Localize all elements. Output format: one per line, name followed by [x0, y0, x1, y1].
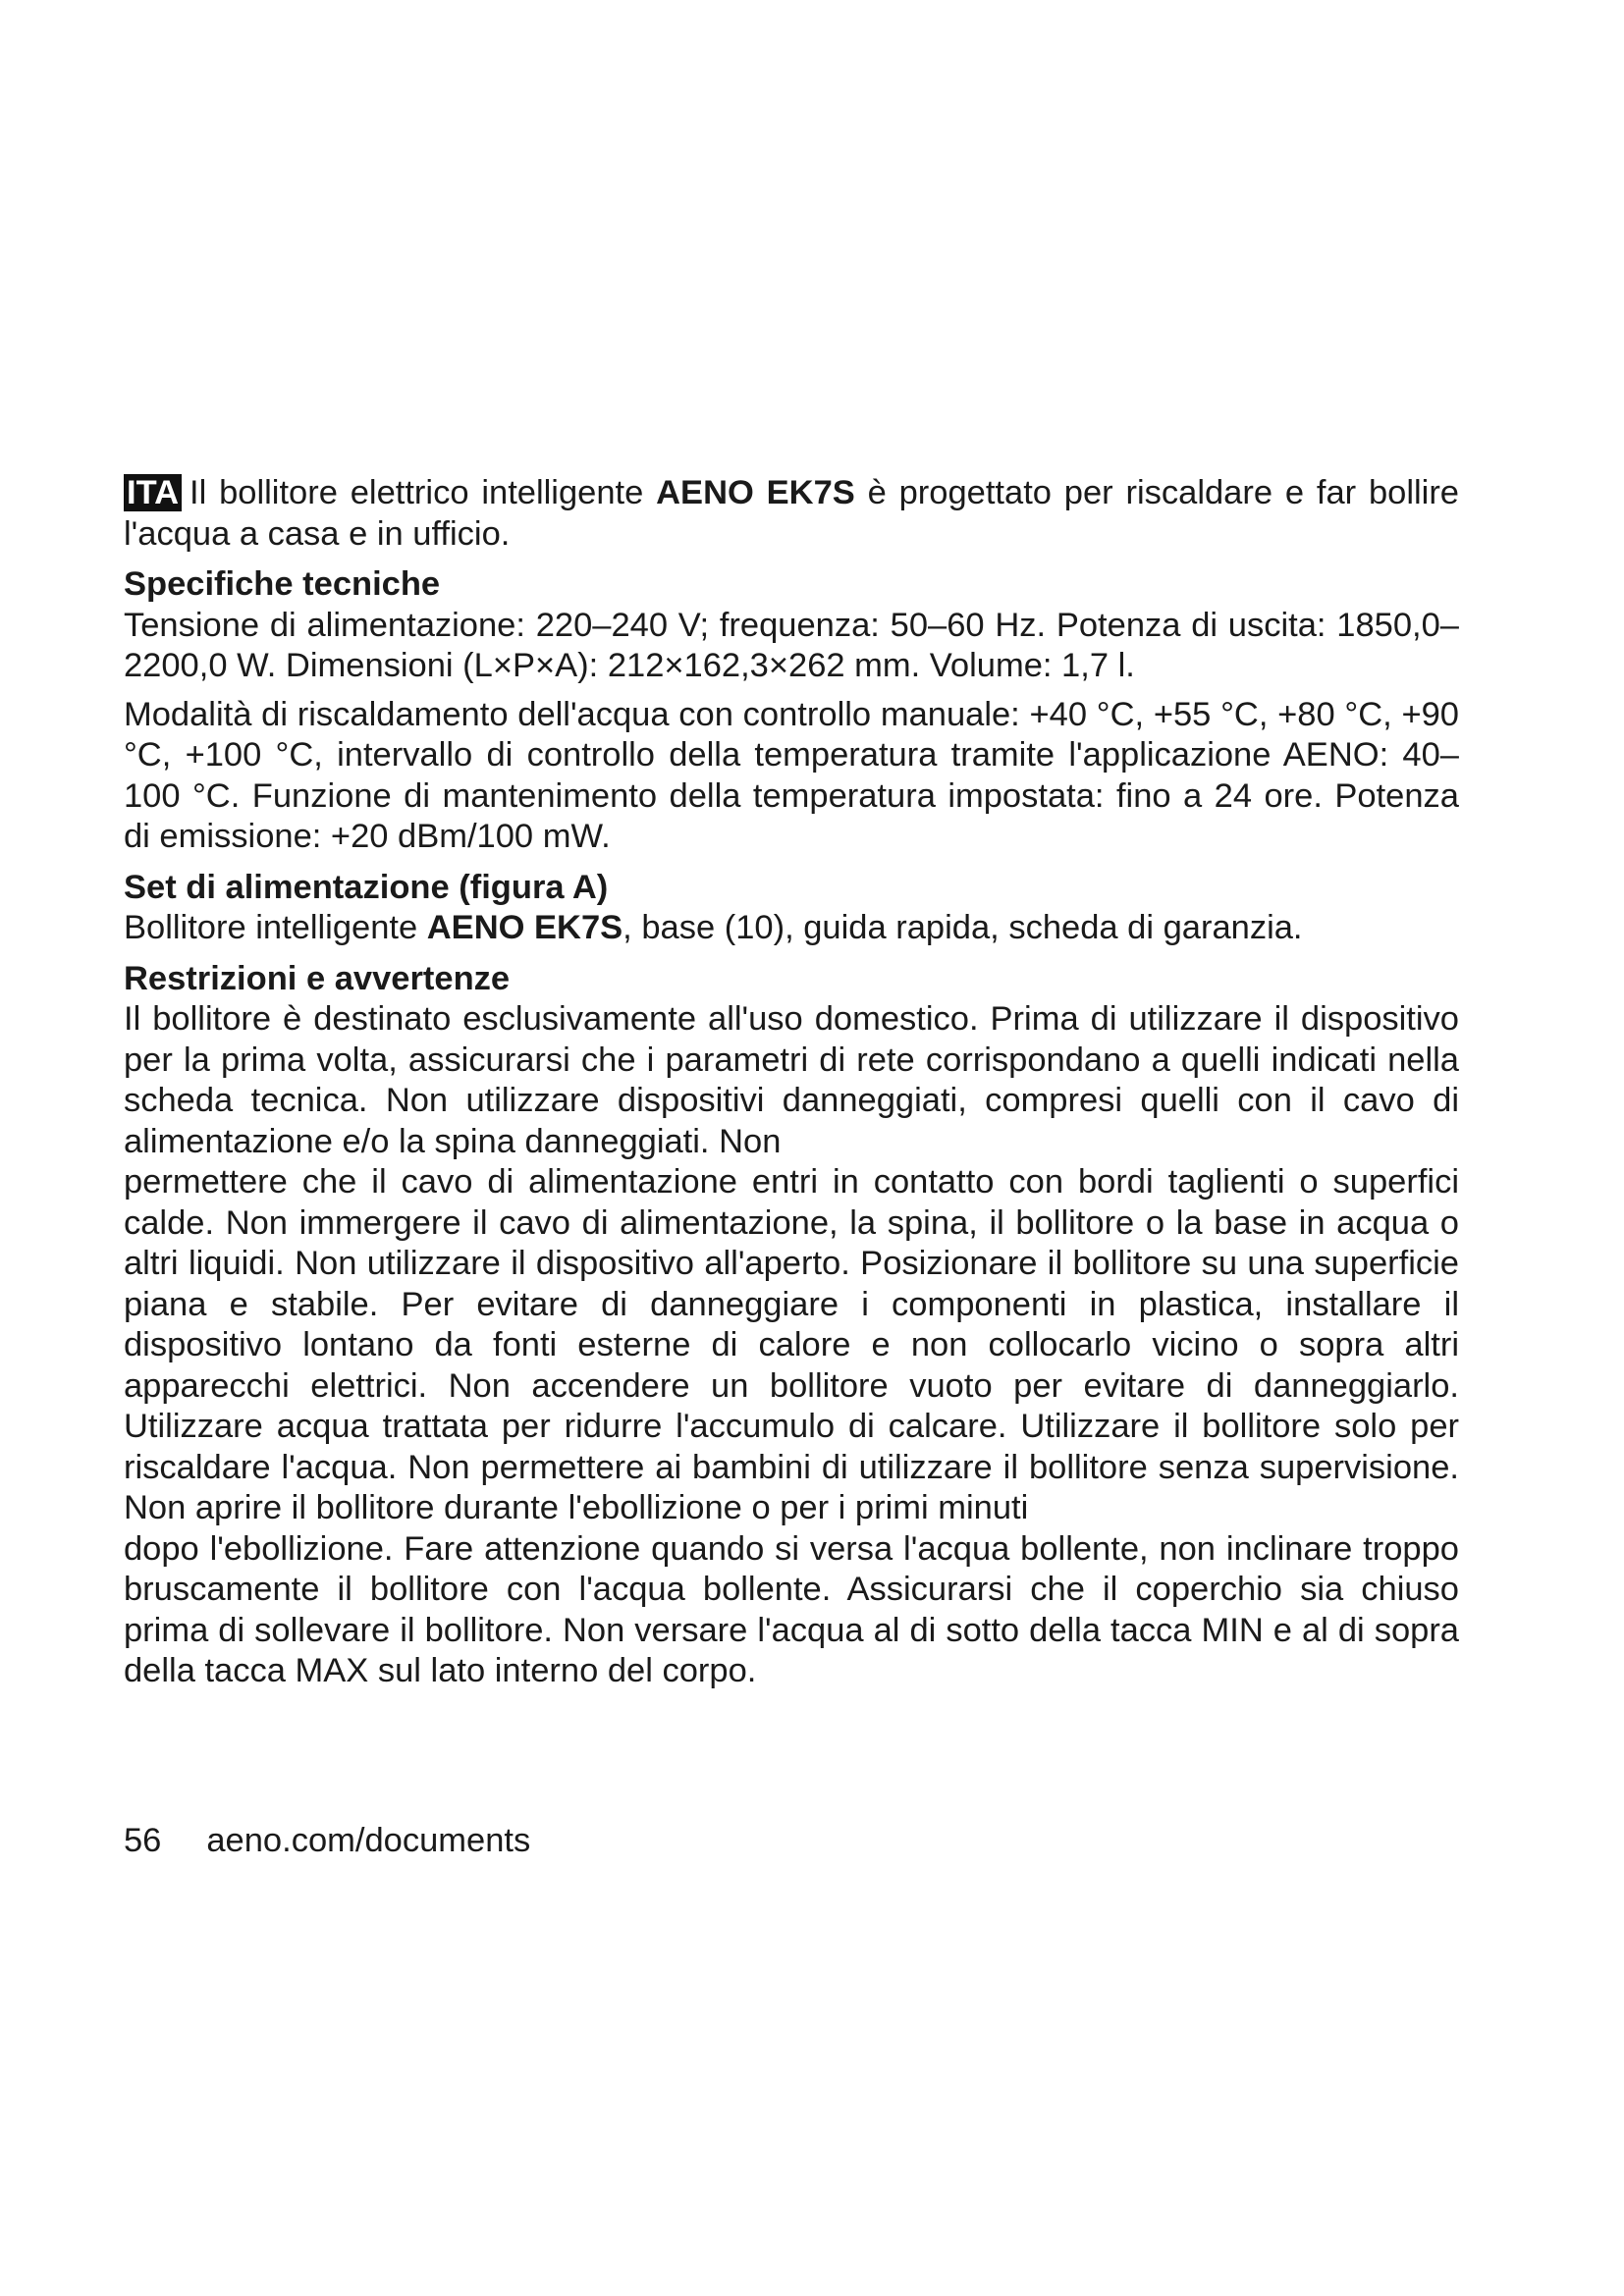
specs-heading: Specifiche tecniche	[124, 565, 441, 603]
footer-url: aeno.com/documents	[206, 1822, 531, 1859]
package-paragraph	[124, 908, 1459, 949]
document-body	[124, 473, 1459, 1692]
warnings-paragraph-3: dopo l'ebollizione. Fare attenzione quando si versa l'acqua bollente, non inclinare troppo bruscamente il bollitore con l'acqua bollente. Assicurarsi che il coperchio sia chiuso prima di sollevare il bollitore. Non versare l'acqua al di sotto della tacca MIN e al di sopra della tacca MAX sul lato interno del corpo.	[124, 1529, 1459, 1689]
specs-paragraph-2: Modalità di riscaldamento dell'acqua con controllo manuale: +40 °C, +55 °C, +80 °C, +90 °C, +100 °C, intervallo di controllo della temperatura tramite l'applicazione AENO: 40–100 °C. Funzione di mantenimento della temperatura impostata: fino a 24 ore. Potenza di emissione: +20 dBm/100 mW.	[124, 695, 1459, 855]
package-text-before: Bollitore intelligente	[124, 909, 427, 946]
warnings-heading: Restrizioni e avvertenze	[124, 959, 511, 997]
warnings-paragraph-1: Il bollitore è destinato esclusivamente all'uso domestico. Prima di utilizzare il dispositivo per la prima volta, assicurarsi che i parametri di rete corrispondano a quelli indicati nella scheda tecnica. Non utilizzare dispositivi danneggiati, compresi quelli con il cavo di alimentazione e/o la spina danneggiati. Non	[124, 1000, 1459, 1160]
page-footer	[124, 1821, 530, 1862]
package-heading: Set di alimentazione (figura A)	[124, 868, 609, 906]
warnings-paragraph-2: permettere che il cavo di alimentazione entri in contatto con bordi taglienti o superfici calde. Non immergere il cavo di alimentazione, la spina, il bollitore o la base in acqua o altri liquidi. Non utilizzare il dispositivo all'aperto. Posizionare il bollitore su una superficie piana e stabile. Per evitare di danneggiare i componenti in plastica, installare il dispositivo lontano da fonti esterne di calore e non collocarlo vicino o sopra altri apparecchi elettrici. Non accendere un bollitore vuoto per evitare di danneggiarlo. Utilizzare acqua trattata per ridurre l'accumulo di calcare. Utilizzare il bollitore solo per riscaldare l'acqua. Non permettere ai bambini di utilizzare il bollitore senza supervisione. Non aprire il bollitore durante l'ebollizione o per i primi minuti	[124, 1163, 1459, 1526]
intro-paragraph	[124, 473, 1459, 555]
intro-text-before: Il bollitore elettrico intelligente	[189, 474, 657, 511]
intro-text-after: è progettato per riscaldare e far bollire l'acqua a casa e in ufficio.	[124, 474, 1459, 553]
package-product-name: AENO EK7S	[426, 909, 623, 946]
specs-paragraph-1: Tensione di alimentazione: 220–240 V; frequenza: 50–60 Hz. Potenza di uscita: 1850,0–2200,0 W. Dimensioni (L×P×A): 212×162,3×262 mm. Volume: 1,7 l.	[124, 606, 1459, 684]
package-text-after: , base (10), guida rapida, scheda di garanzia.	[623, 909, 1303, 946]
page-number: 56	[124, 1822, 162, 1859]
intro-product-name: AENO EK7S	[656, 474, 855, 511]
language-badge: ITA	[124, 474, 182, 511]
